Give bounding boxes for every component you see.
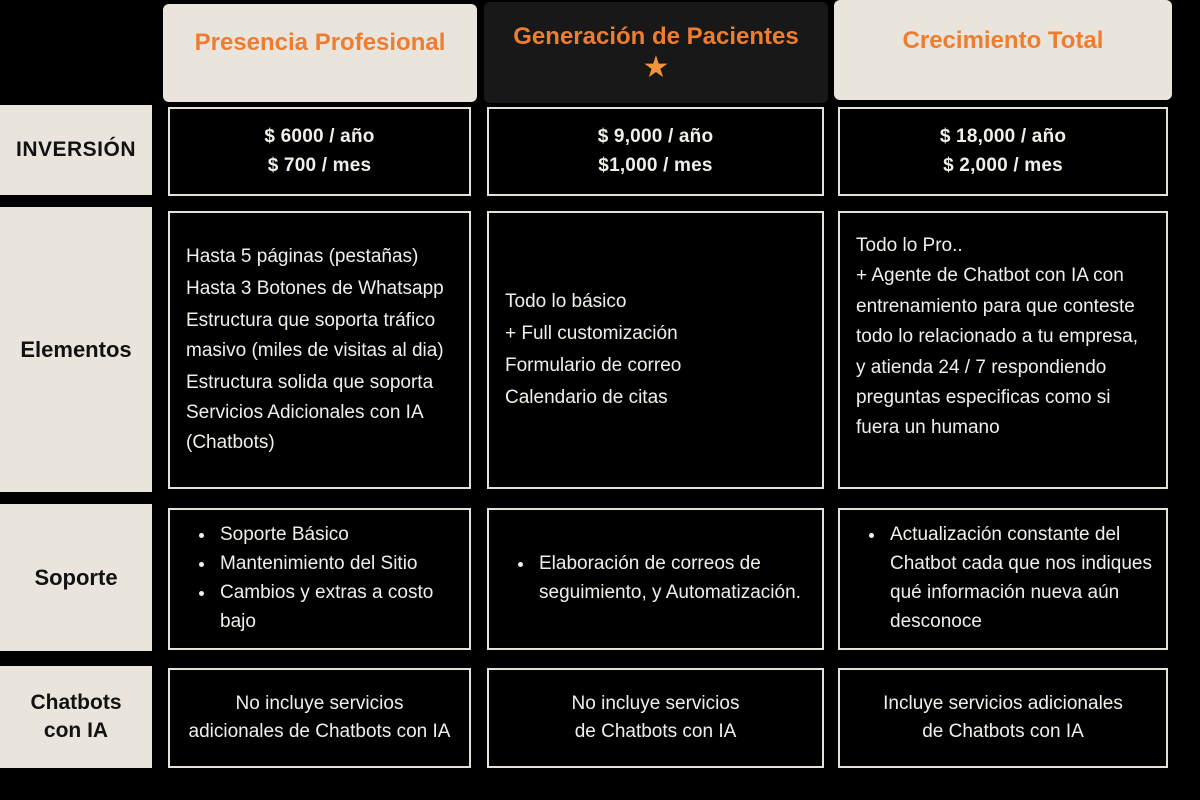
row-label-text: con IA xyxy=(43,719,109,742)
star-icon: ★ xyxy=(642,50,670,84)
feature-item: Todo lo Pro.. xyxy=(856,235,963,256)
cell-inversion-generacion xyxy=(487,107,824,196)
cell-chatbots-generacion xyxy=(487,668,824,768)
cell-elementos-generacion xyxy=(487,211,824,489)
column-header-presencia-profesional xyxy=(163,4,477,102)
support-item: • Cambios y extras a costo bajo xyxy=(216,579,459,637)
support-item: • Mantenimiento del Sitio xyxy=(216,550,459,579)
row-label-text: INVERSIÓN xyxy=(15,138,137,161)
cell-elementos-presencia xyxy=(168,211,471,489)
feature-item: Hasta 5 páginas (pestañas) xyxy=(186,245,419,267)
cell-soporte-generacion xyxy=(487,508,824,650)
support-list xyxy=(499,550,812,608)
row-label-text: Elementos xyxy=(20,336,132,362)
price-annual: $ 18,000 / año xyxy=(939,126,1067,147)
feature-item: + Agente de Chatbot con IA con entrenamiento para que conteste todo lo relacionado a tu empresa, y atienda 24 / 7 respondiendo preguntas especificas como si fuera un humano xyxy=(856,265,1139,439)
row-label-elementos xyxy=(0,207,152,492)
row-label-chatbots-con-ia xyxy=(0,666,152,768)
price-monthly: $ 2,000 / mes xyxy=(943,154,1063,176)
row-label-text: Chatbots xyxy=(30,690,122,714)
column-header-title: Generación de Pacientes xyxy=(513,22,799,50)
column-header-crecimiento-total xyxy=(834,0,1172,100)
feature-item: Todo lo básico xyxy=(505,290,627,312)
cell-inversion-presencia xyxy=(168,107,471,196)
cell-elementos-crecimiento xyxy=(838,211,1168,489)
chatbots-note: de Chatbots con IA xyxy=(574,721,737,742)
support-item: • Actualización constante del Chatbot cada que nos indiques qué información nueva aún desconoce xyxy=(886,521,1156,637)
chatbots-note: No incluye servicios xyxy=(571,692,740,714)
price-monthly: $ 700 / mes xyxy=(267,154,372,176)
row-label-inversion xyxy=(0,105,152,195)
feature-item: Hasta 3 Botones de Whatsapp xyxy=(186,277,444,299)
row-label-text: Soporte xyxy=(34,564,118,590)
support-list xyxy=(180,521,459,637)
row-label-soporte xyxy=(0,504,152,651)
feature-item: Calendario de citas xyxy=(505,387,668,409)
feature-item: + Full customización xyxy=(505,322,678,344)
feature-item: Estructura que soporta tráfico masivo (miles de visitas al dia) xyxy=(186,309,444,361)
cell-soporte-crecimiento xyxy=(838,508,1168,650)
feature-item: Formulario de correo xyxy=(505,355,682,376)
column-header-generacion-de-pacientes xyxy=(484,2,828,103)
cell-chatbots-presencia xyxy=(168,668,471,768)
column-header-title: Crecimiento Total xyxy=(902,27,1104,54)
chatbots-note: Incluye servicios adicionales xyxy=(883,692,1123,714)
price-annual: $ 9,000 / año xyxy=(597,126,714,147)
support-item: • Soporte Básico xyxy=(216,521,459,550)
price-annual: $ 6000 / año xyxy=(264,126,375,147)
cell-soporte-presencia xyxy=(168,508,471,650)
support-item: • Elaboración de correos de seguimiento, y Automatización. xyxy=(535,550,812,608)
cell-inversion-crecimiento xyxy=(838,107,1168,196)
feature-item: Estructura solida que soporta Servicios Adicionales con IA (Chatbots) xyxy=(186,372,434,454)
chatbots-note: de Chatbots con IA xyxy=(922,721,1084,742)
chatbots-note: adicionales de Chatbots con IA xyxy=(188,721,451,742)
chatbots-note: No incluye servicios xyxy=(235,692,404,714)
column-header-title: Presencia Profesional xyxy=(194,29,446,56)
cell-chatbots-crecimiento xyxy=(838,668,1168,768)
support-list xyxy=(850,521,1156,637)
price-monthly: $1,000 / mes xyxy=(598,154,713,176)
